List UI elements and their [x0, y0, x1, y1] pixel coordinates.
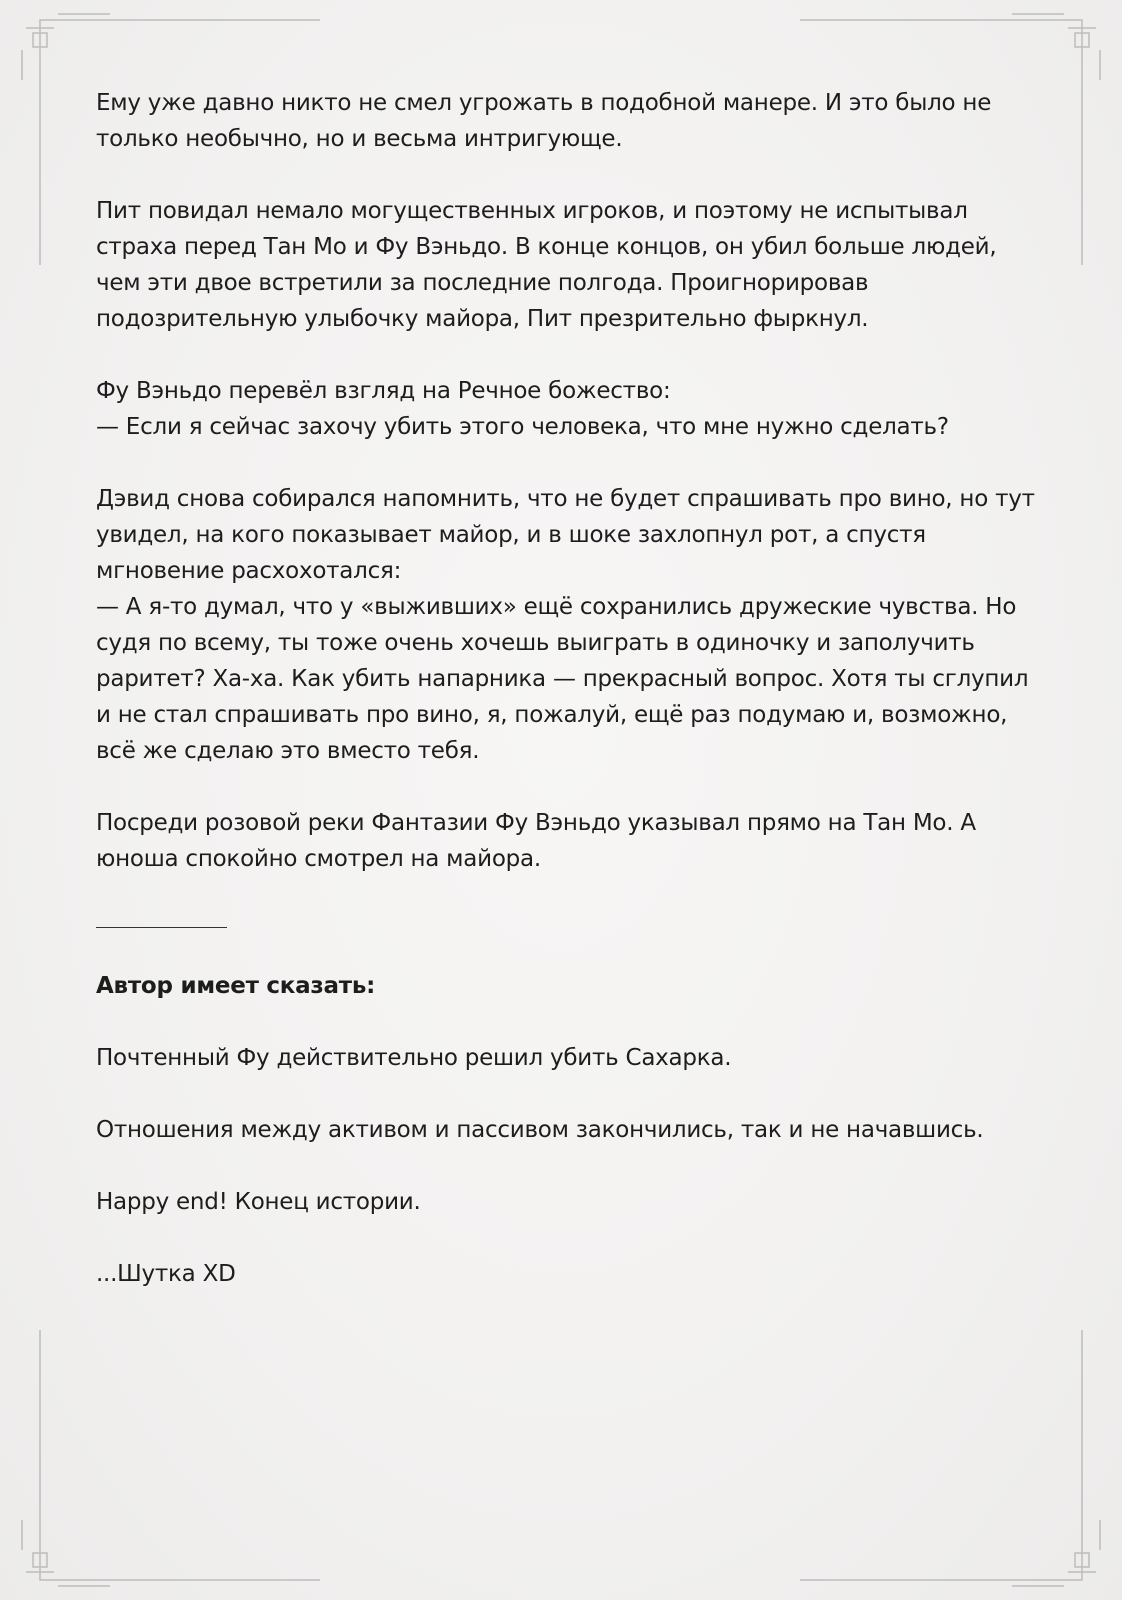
paragraph: Посреди розовой реки Фантазии Фу Вэньдо указывал прямо на Тан Мо. А юноша спокойно смотрел на майора.: [96, 810, 976, 872]
paragraph: Фу Вэньдо перевёл взгляд на Речное божество:: [96, 378, 671, 404]
author-note-line: Почтенный Фу действительно решил убить Сахарка.: [96, 1045, 732, 1071]
paragraph: Пит повидал немало могущественных игроков, и поэтому не испытывал страха перед Тан Мо и Фу Вэньдо. В конце концов, он убил больше людей, чем эти двое встретили за последние полгода. Проигнорировав подозрительную улыбочку майора, Пит презрительно фыркнул.: [96, 198, 997, 332]
paragraph: Дэвид снова собирался напомнить, что не будет спрашивать про вино, но тут увидел, на кого показывает майор, и в шоке захлопнул рот, а спустя мгновение расхохотался:: [96, 486, 1035, 584]
author-note-line: Happy end! Конец истории.: [96, 1189, 421, 1215]
author-note-heading: Автор имеет сказать:: [96, 973, 376, 999]
dialogue-line: — Если я сейчас захочу убить этого человека, что мне нужно сделать?: [96, 414, 949, 440]
author-note-line: ...Шутка XD: [96, 1261, 236, 1287]
paragraph: Ему уже давно никто не смел угрожать в подобной манере. И это было не только необычно, но и весьма интригующе.: [96, 90, 992, 152]
section-divider: [96, 927, 227, 928]
author-note-line: Отношения между активом и пассивом закончились, так и не начавшись.: [96, 1117, 984, 1143]
dialogue-line: — А я-то думал, что у «выживших» ещё сохранились дружеские чувства. Но судя по всему, ты тоже очень хочешь выиграть в одиночку и заполучить раритет? Ха-ха. Как убить напарника — прекрасный вопрос. Хотя ты сглупил и не стал спрашивать про вино, я, пожалуй, ещё раз подумаю и, возможно, всё же сделаю это вместо тебя.: [96, 594, 1029, 764]
chapter-text: [96, 85, 1036, 1328]
